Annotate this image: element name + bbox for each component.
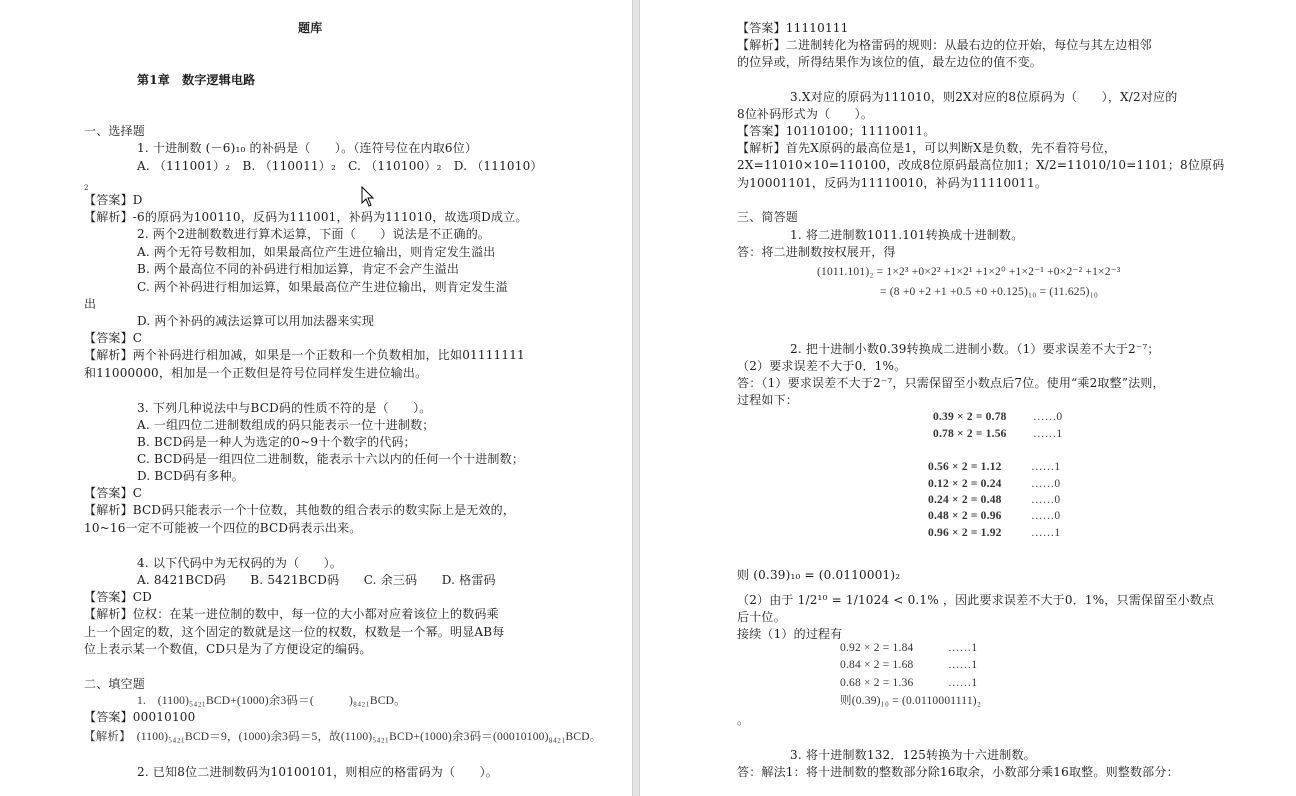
answer-text: 答：（1）要求误差不大于2⁻⁷，只需保留至小数点后7位。使用“乘2取整”法则， <box>737 376 1165 390</box>
question-text: 1. 将二进制数1011.101转换成十进制数。 <box>790 228 1024 242</box>
explanation-text: 10~16一定不可能被一个四位的BCD码表示出来。 <box>84 521 362 535</box>
calc-row: 0.39 × 2 = 0.78 <box>933 411 1007 423</box>
answer-text: （2）由于 1/2¹⁰ = 1/1024 < 0.1% ，因此要求误差不大于0．1%，只需保留至小数点 <box>737 593 1215 607</box>
option-text: A. 一组四位二进制数组成的码只能表示一位十进制数； <box>137 418 435 432</box>
option-text: D. BCD码有多种。 <box>137 469 244 483</box>
answer-text: 【答案】CD <box>84 590 153 604</box>
calc-bit: ……0 <box>1031 478 1061 490</box>
explanation-text: 位上表示某一个数值，CD只是为了方便设定的编码。 <box>84 642 372 656</box>
option-text: D. 两个补码的减法运算可以用加法器来实现 <box>137 314 375 328</box>
option-text: C. 两个补码进行相加运算，如果最高位产生进位输出，则肯定发生溢 <box>137 280 508 294</box>
option-text: B. BCD码是一种人为选定的0~9十个数字的代码； <box>137 435 416 449</box>
explanation-text: 的位异或，所得结果作为该位的值，最左边位的值不变。 <box>737 55 1043 69</box>
document-page-left <box>0 0 632 796</box>
calc-row: 0.78 × 2 = 1.56 <box>933 428 1007 440</box>
calc-bit: ……0 <box>1031 494 1061 506</box>
calc-bit: ……0 <box>1033 411 1063 423</box>
explanation-text: 【解析】-6的原码为100110，反码为111001，补码为111010，故选项D成立。 <box>84 210 528 224</box>
question-text: （2）要求误差不大于0．1%。 <box>737 359 907 373</box>
fill-question-formula: 1. (1100)₅₄₂₁BCD+(1000)余3码＝( )₈₄₂₁BCD。 <box>137 695 406 707</box>
answer-text: 【答案】10110100；11110011。 <box>737 124 936 138</box>
expansion-result: = (8 +0 +2 +1 +0.5 +0 +0.125)₁₀ = (11.625)₁₀ <box>880 286 1099 298</box>
option-text: 出 <box>84 297 97 311</box>
answer-text: 后十位。 <box>737 610 786 624</box>
calc-bit: ……1 <box>948 642 978 654</box>
chapter-heading: 第1章 数字逻辑电路 <box>137 73 256 87</box>
question-text: 2. 已知8位二进制数码为10100101，则相应的格雷码为（ ）。 <box>137 765 498 779</box>
answer-text: 【答案】11110111 <box>737 21 849 35</box>
explanation-text: 上一个固定的数，这个固定的数就是这一位的权数，权数是一个幂。明显AB每 <box>84 625 505 639</box>
explanation-text: 2X=11010×10=110100，改成8位原码最高位加1；X/2=11010/10=1101；8位原码 <box>737 158 1225 172</box>
calc-row: 0.92 × 2 = 1.84 <box>840 642 914 654</box>
answer-text: 答：解法1：将十进制数的整数部分除16取余，小数部分乘16取整。则整数部分： <box>737 765 1179 779</box>
question-text: 3. 下列几种说法中与BCD码的性质不符的是（ ）。 <box>137 401 432 415</box>
explanation-text: 【解析】首先X原码的最高位是1，可以判断X是负数，先不看符号位， <box>737 141 1117 155</box>
answer-text: 【答案】D <box>84 193 143 207</box>
calc-row: 0.24 × 2 = 0.48 <box>928 494 1002 506</box>
option-text: C. BCD码是一组四位二进制数，能表示十六以内的任何一个十进制数； <box>137 452 525 466</box>
question-text: 3.X对应的原码为111010，则2X对应的8位原码为（ ），X/2对应的 <box>790 90 1178 104</box>
calc-bit: ……1 <box>1031 461 1061 473</box>
section-heading: 一、选择题 <box>84 124 146 138</box>
question-text: 2. 两个2进制数数进行算术运算，下面（ ）说法是不正确的。 <box>137 227 491 241</box>
calc-row: 0.12 × 2 = 0.24 <box>928 478 1002 490</box>
explanation-text: 和11000000，相加是一个正数但是符号位同样发生进位输出。 <box>84 366 428 380</box>
subscript-text: 2 <box>84 184 89 192</box>
question-text: 2. 把十进制小数0.39转换成二进制小数。（1）要求误差不大于2⁻⁷； <box>790 342 1160 356</box>
explanation-text: 【解析】BCD码只能表示一个十位数，其他数的组合表示的数实际上是无效的， <box>84 503 516 517</box>
mouse-cursor-icon <box>361 186 375 208</box>
explanation-text: 【解析】位权：在某一进位制的数中，每一位的大小都对应着该位上的数码乘 <box>84 607 499 621</box>
calc-bit: ……1 <box>1031 527 1061 539</box>
result-text: 则 (0.39)₁₀ = (0.0110001)₂ <box>737 568 901 582</box>
calc-bit: ……1 <box>948 659 978 671</box>
expansion-formula: (1011.101)₂ = 1×2³ +0×2² +1×2¹ +1×2⁰ +1×2⁻¹ +0×2⁻² +1×2⁻³ <box>817 266 1121 278</box>
calc-row: 0.56 × 2 = 1.12 <box>928 461 1002 473</box>
document-page-right <box>640 0 1296 796</box>
question-text: 1. 十进制数 (－6)₁₀ 的补码是（ ）。（连符号位在内取6位） <box>137 141 478 155</box>
question-text: 3. 将十进制数132．125转换为十六进制数。 <box>790 748 1036 762</box>
calc-row: 0.68 × 2 = 1.36 <box>840 677 914 689</box>
calc-row: 0.84 × 2 = 1.68 <box>840 659 914 671</box>
question-options: A. （111001）₂ B. （110011）₂ C. （110100）₂ D. （111010） <box>137 159 543 173</box>
explanation-formula: 【解析】 (1100)₅₄₂₁BCD＝9，(1000)余3码＝5，故(1100)₅₄₂₁BCD+(1000)余3码＝(00010100)₈₄₂₁BCD。 <box>84 731 602 743</box>
option-text: A. 两个无符号数相加，如果最高位产生进位输出，则肯定发生溢出 <box>137 245 496 259</box>
answer-text: 接续（1）的过程有 <box>737 627 843 641</box>
result-formula: 则(0.39)₁₀ = (0.0110001111)₂ <box>840 695 982 707</box>
option-text: B. 两个最高位不同的补码进行相加运算，肯定不会产生溢出 <box>137 262 460 276</box>
explanation-text: 为10001101，反码为11110010，补码为11110011。 <box>737 176 1048 190</box>
calc-bit: ……0 <box>1031 510 1061 522</box>
calc-bit: ……1 <box>1033 428 1063 440</box>
calc-row: 0.48 × 2 = 0.96 <box>928 510 1002 522</box>
page-divider <box>632 0 640 796</box>
document-title: 题库 <box>298 21 323 35</box>
section-heading: 二、填空题 <box>84 677 146 691</box>
explanation-text: 【解析】二进制转化为格雷码的规则：从最右边的位开始，每位与其左边相邻 <box>737 38 1152 52</box>
answer-text: 过程如下： <box>737 393 799 407</box>
question-text: 4. 以下代码中为无权码的为（ ）。 <box>137 556 343 570</box>
answer-text: 答：将二进制数按权展开，得 <box>737 245 896 259</box>
explanation-text: 【解析】两个补码进行相加减，如果是一个正数和一个负数相加，比如01111111 <box>84 348 525 362</box>
answer-text: 【答案】C <box>84 331 143 345</box>
answer-text: 【答案】00010100 <box>84 710 196 724</box>
question-text: 8位补码形式为（ ）。 <box>737 107 874 121</box>
question-options: A. 8421BCD码 B. 5421BCD码 C. 余三码 D. 格雷码 <box>137 573 496 587</box>
calc-bit: ……1 <box>948 677 978 689</box>
section-heading: 三、简答题 <box>737 210 799 224</box>
calc-row: 0.96 × 2 = 1.92 <box>928 527 1002 539</box>
answer-text: 【答案】C <box>84 486 143 500</box>
period-mark: 。 <box>737 713 750 727</box>
